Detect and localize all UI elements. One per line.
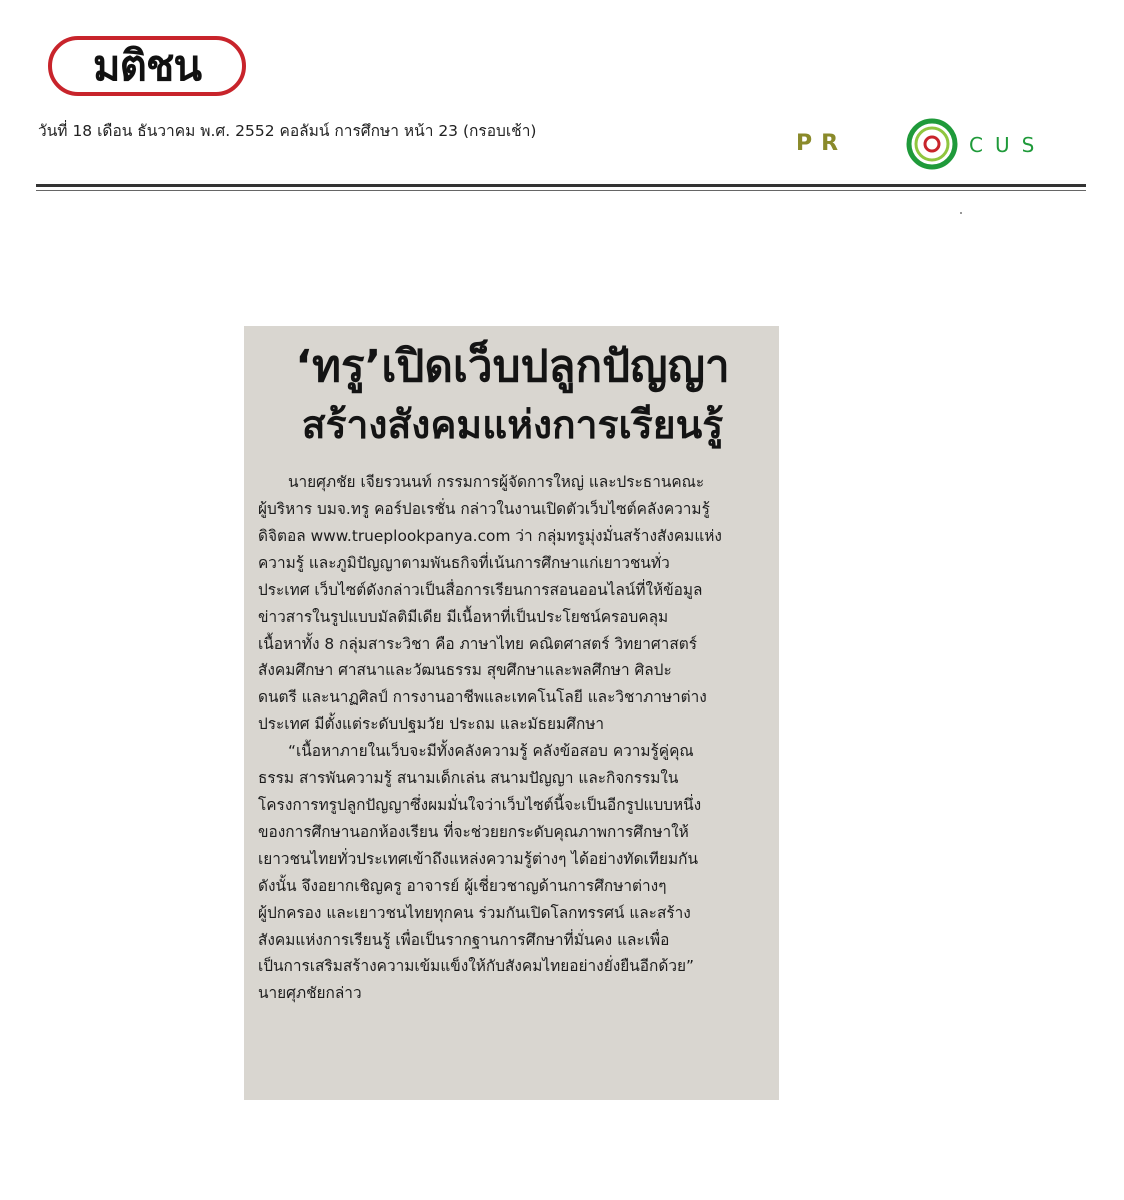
dateline: วันที่ 18 เดือน ธันวาคม พ.ศ. 2552 คอลัมน์ การศึกษา หน้า 23 (กรอบเช้า) xyxy=(38,122,537,140)
body-line: ดังนั้น จึงอยากเชิญครู อาจารย์ ผู้เชี่ยวชาญด้านการศึกษาต่างๆ xyxy=(258,876,667,895)
body-line: โครงการทรูปลูกปัญญาซึ่งผมมั่นใจว่าเว็บไซต์นี้จะเป็นอีกรูปแบบหนึ่ง xyxy=(258,796,702,814)
newspaper-clipping xyxy=(244,326,779,1100)
body-line: “เนื้อหาภายในเว็บจะมีทั้งคลังความรู้ คลังข้อสอบ ความรู้คู่คุณ xyxy=(288,742,694,761)
header-rule-thin xyxy=(36,190,1086,191)
body-line: ข่าวสารในรูปแบบมัลติมีเดีย มีเนื้อหาที่เป็นประโยชน์ครอบคลุม xyxy=(258,607,669,626)
profocus-logo-left: PR xyxy=(796,131,848,156)
body-line: ประเทศ เว็บไซต์ดังกล่าวเป็นสื่อการเรียนการสอนออนไลน์ที่ให้ข้อมูล xyxy=(258,580,703,599)
scan-speck xyxy=(960,212,962,214)
body-line: เยาวชนไทยทั่วประเทศเข้าถึงแหล่งความรู้ต่างๆ ได้อย่างทัดเทียมกัน xyxy=(258,849,698,868)
headline-line-2: สร้างสังคมแห่งการเรียนรู้ xyxy=(301,403,724,449)
profocus-logo-right: CUS xyxy=(969,133,1047,157)
body-line: นายศุภชัย เจียรวนนท์ กรรมการผู้จัดการใหญ่ และประธานคณะ xyxy=(288,473,705,492)
matichon-logo xyxy=(48,36,246,96)
body-line: ผู้ปกครอง และเยาวชนไทยทุกคน ร่วมกันเปิดโลกทรรศน์ และสร้าง xyxy=(258,903,691,922)
body-line: ดิจิตอล www.trueplookpanya.com ว่า กลุ่มทรูมุ่งมั่นสร้างสังคมแห่ง xyxy=(258,526,722,545)
body-line: สังคมศึกษา ศาสนาและวัฒนธรรม สุขศึกษาและพลศึกษา ศิลปะ xyxy=(258,661,672,680)
body-line: นายศุภชัยกล่าว xyxy=(258,984,362,1003)
article-body xyxy=(258,469,767,1007)
body-line: ธรรม สารพันความรู้ สนามเด็กเล่น สนามปัญญา และกิจกรรมใน xyxy=(258,769,679,788)
header-rule xyxy=(36,184,1086,187)
headline-line-1: ‘ทรู’เปิดเว็บปลูกปัญญา xyxy=(295,341,730,392)
body-line: ผู้บริหาร บมจ.ทรู คอร์ปอเรชั่น กล่าวในงานเปิดตัวเว็บไซต์คลังความรู้ xyxy=(258,500,710,519)
body-line: สังคมแห่งการเรียนรู้ เพื่อเป็นรากฐานการศึกษาที่มั่นคง และเพื่อ xyxy=(258,930,670,949)
body-line: ดนตรี และนาฏศิลป์ การงานอาชีพและเทคโนโลยี และวิชาภาษาต่าง xyxy=(258,688,707,707)
logo-text: มติชน xyxy=(92,41,202,90)
body-line: ประเทศ มีตั้งแต่ระดับปฐมวัย ประถม และมัธยมศึกษา xyxy=(258,715,605,734)
body-line: เป็นการเสริมสร้างความเข้มแข็งให้กับสังคมไทยอย่างยั่งยืนอีกด้วย” xyxy=(258,957,694,976)
body-line: ของการศึกษานอกห้องเรียน ที่จะช่วยยกระดับคุณภาพการศึกษาให้ xyxy=(258,822,689,841)
body-line: เนื้อหาทั้ง 8 กลุ่มสาระวิชา คือ ภาษาไทย คณิตศาสตร์ วิทยาศาสตร์ xyxy=(258,634,697,653)
profocus-circle-icon xyxy=(906,118,958,170)
profocus-logo xyxy=(796,118,1076,180)
body-line: ความรู้ และภูมิปัญญาตามพันธกิจที่เน้นการศึกษาแก่เยาวชนทั่ว xyxy=(258,553,670,572)
